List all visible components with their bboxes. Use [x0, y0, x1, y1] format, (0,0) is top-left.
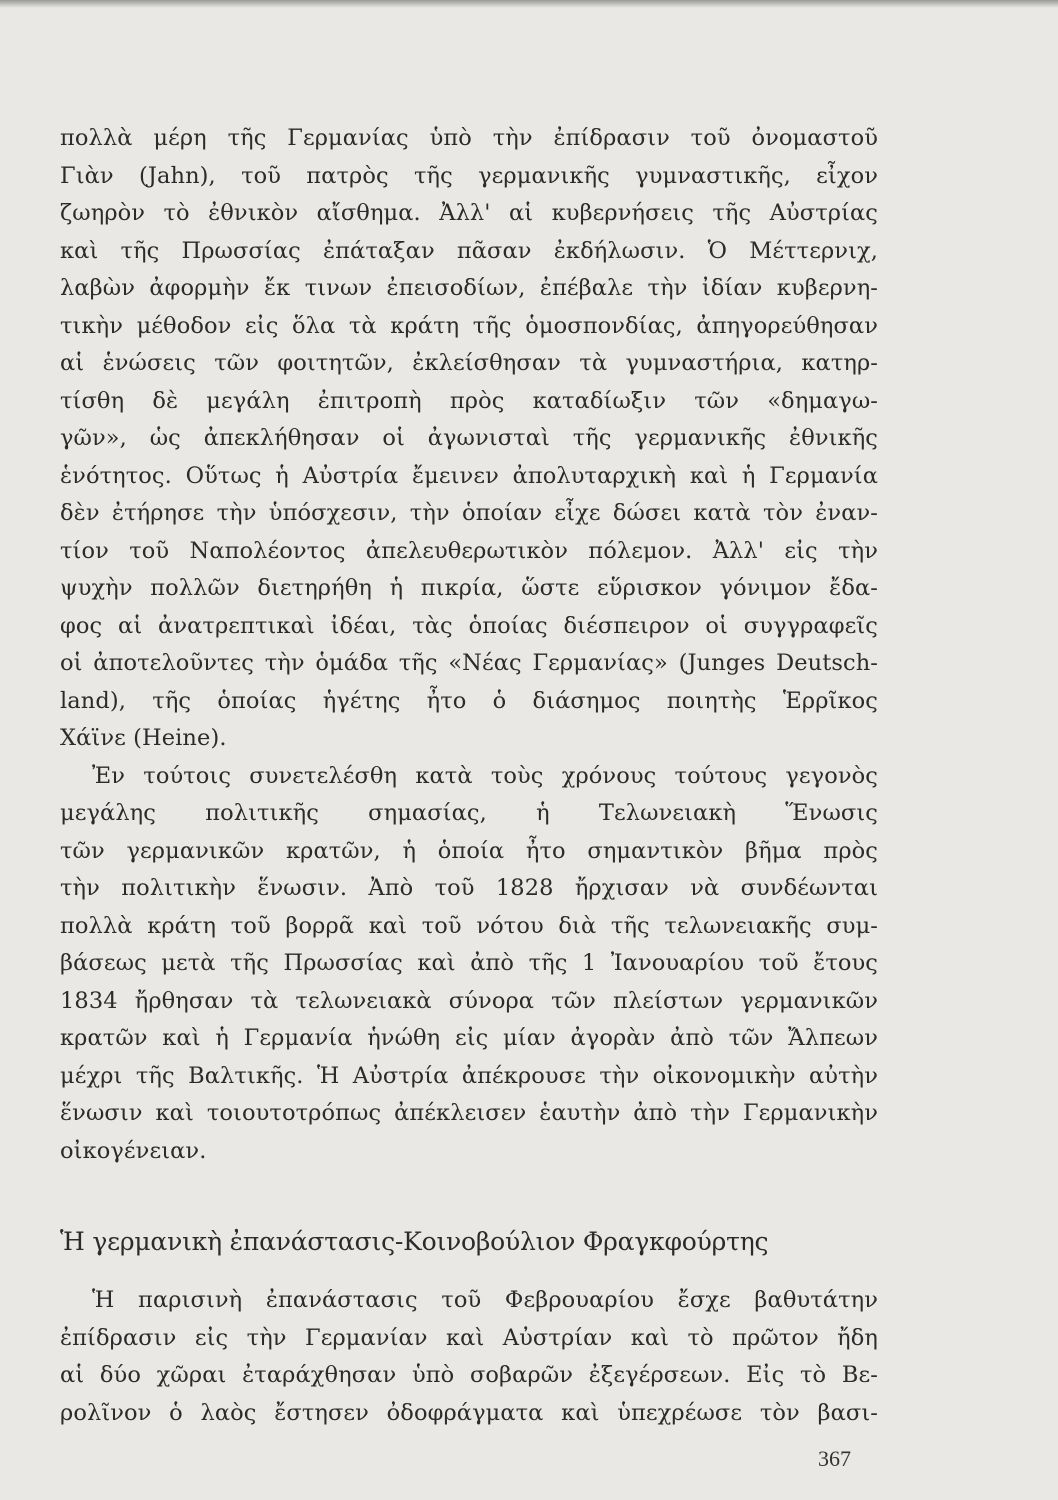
paragraph-3: [60, 1282, 878, 1432]
text-line: 1834 ἤρθησαν τὰ τελωνειακὰ σύνορα τῶν πλείστων γερμανικῶν: [60, 987, 878, 1014]
text-line: αἱ δύο χῶραι ἐταράχθησαν ὑπὸ σοβαρῶν ἐξεγέρσεων. Εἰς τὸ Βε-: [60, 1362, 878, 1388]
section-heading: Ἡ γερμανικὴ ἐπανάστασις-Κοινοβούλιον Φραγκφούρτης: [60, 1227, 769, 1256]
text-line: αἱ ἑνώσεις τῶν φοιτητῶν, ἐκλείσθησαν τὰ γυμναστήρια, κατηρ-: [60, 350, 878, 376]
text-line: ἑνότητος. Οὕτως ἡ Αὐστρία ἔμεινεν ἀπολυταρχικὴ καὶ ἡ Γερμανία: [60, 462, 878, 489]
text-line: Ἐν τούτοις συνετελέσθη κατὰ τοὺς χρόνους τούτους γεγονὸς: [92, 762, 878, 789]
text-line: τικὴν μέθοδον εἰς ὅλα τὰ κράτη τῆς ὁμοσπονδίας, ἀπηγορεύθησαν: [60, 312, 878, 339]
page-body: [60, 120, 878, 1432]
text-line: μεγάλης πολιτικῆς σημασίας, ἡ Τελωνειακὴ Ἕνωσις: [60, 800, 878, 826]
page-top-edge: [0, 0, 1058, 8]
text-line: τὴν πολιτικὴν ἕνωσιν. Ἀπὸ τοῦ 1828 ἤρχισαν νὰ συνδέωνται: [60, 875, 878, 901]
text-line: λαβὼν ἀφορμὴν ἔκ τινων ἐπεισοδίων, ἐπέβαλε τὴν ἰδίαν κυβερνη-: [60, 275, 878, 301]
text-line: καὶ τῆς Πρωσσίας ἐπάταξαν πᾶσαν ἐκδήλωσιν. Ὁ Μέττερνιχ,: [60, 237, 878, 264]
text-line: Ἡ παρισινὴ ἐπανάστασις τοῦ Φεβρουαρίου ἔσχε βαθυτάτην: [92, 1287, 878, 1313]
text-line: τίσθη δὲ μεγάλη ἐπιτροπὴ πρὸς καταδίωξιν τῶν «δημαγω-: [60, 387, 878, 414]
paragraph-1: [60, 120, 878, 758]
text-line: Χάϊνε (Heine).: [60, 725, 227, 751]
text-line: οἰκογένειαν.: [60, 1137, 207, 1164]
text-line: τίον τοῦ Ναπολέοντος ἀπελευθερωτικὸν πόλεμον. Ἀλλ' εἰς τὴν: [60, 537, 878, 564]
text-line: ρολῖνον ὁ λαὸς ἔστησεν ὀδοφράγματα καὶ ὑπεχρέωσε τὸν βασι-: [60, 1399, 878, 1426]
text-line: οἱ ἀποτελοῦντες τὴν ὁμάδα τῆς «Νέας Γερμανίας» (Junges Deutsch-: [60, 650, 878, 676]
text-line: Γιὰν (Jahn), τοῦ πατρὸς τῆς γερμανικῆς γυμναστικῆς, εἶχον: [60, 162, 878, 189]
text-line: κρατῶν καὶ ἡ Γερμανία ἡνώθη εἰς μίαν ἀγορὰν ἀπὸ τῶν Ἄλπεων: [60, 1025, 878, 1051]
text-line: ἕνωσιν καὶ τοιουτοτρόπως ἀπέκλεισεν ἑαυτὴν ἀπὸ τὴν Γερμανικὴν: [60, 1100, 878, 1126]
text-line: land), τῆς ὁποίας ἡγέτης ἦτο ὁ διάσημος ποιητὴς Ἑρρῖκος: [60, 687, 878, 714]
text-line: βάσεως μετὰ τῆς Πρωσσίας καὶ ἀπὸ τῆς 1 Ἰανουαρίου τοῦ ἔτους: [60, 950, 878, 976]
text-line: φος αἱ ἀνατρεπτικαὶ ἰδέαι, τὰς ὁποίας διέσπειρον οἱ συγγραφεῖς: [60, 612, 878, 639]
text-line: πολλὰ κράτη τοῦ βορρᾶ καὶ τοῦ νότου διὰ τῆς τελωνειακῆς συμ-: [60, 912, 878, 939]
text-line: τῶν γερμανικῶν κρατῶν, ἡ ὁποία ἦτο σημαντικὸν βῆμα πρὸς: [60, 837, 878, 864]
text-line: ζωηρὸν τὸ ἐθνικὸν αἴσθημα. Ἀλλ' αἱ κυβερνήσεις τῆς Αὐστρίας: [60, 200, 878, 226]
text-line: ἐπίδρασιν εἰς τὴν Γερμανίαν καὶ Αὐστρίαν καὶ τὸ πρῶτον ἤδη: [60, 1324, 878, 1351]
text-line: δὲν ἐτήρησε τὴν ὑπόσχεσιν, τὴν ὁποίαν εἶχε δώσει κατὰ τὸν ἐναν-: [60, 500, 878, 526]
text-line: μέχρι τῆς Βαλτικῆς. Ἡ Αὐστρία ἀπέκρουσε τὴν οἰκονομικὴν αὐτὴν: [60, 1062, 878, 1089]
text-line: πολλὰ μέρη τῆς Γερμανίας ὑπὸ τὴν ἐπίδρασιν τοῦ ὀνομαστοῦ: [60, 125, 878, 151]
paragraph-2: [60, 758, 878, 1171]
text-line: γῶν», ὡς ἀπεκλήθησαν οἱ ἀγωνισταὶ τῆς γερμανικῆς ἐθνικῆς: [60, 425, 878, 451]
page-number: 367: [818, 1446, 851, 1471]
text-line: ψυχὴν πολλῶν διετηρήθη ἡ πικρία, ὥστε εὕρισκον γόνιμον ἔδα-: [60, 575, 878, 601]
